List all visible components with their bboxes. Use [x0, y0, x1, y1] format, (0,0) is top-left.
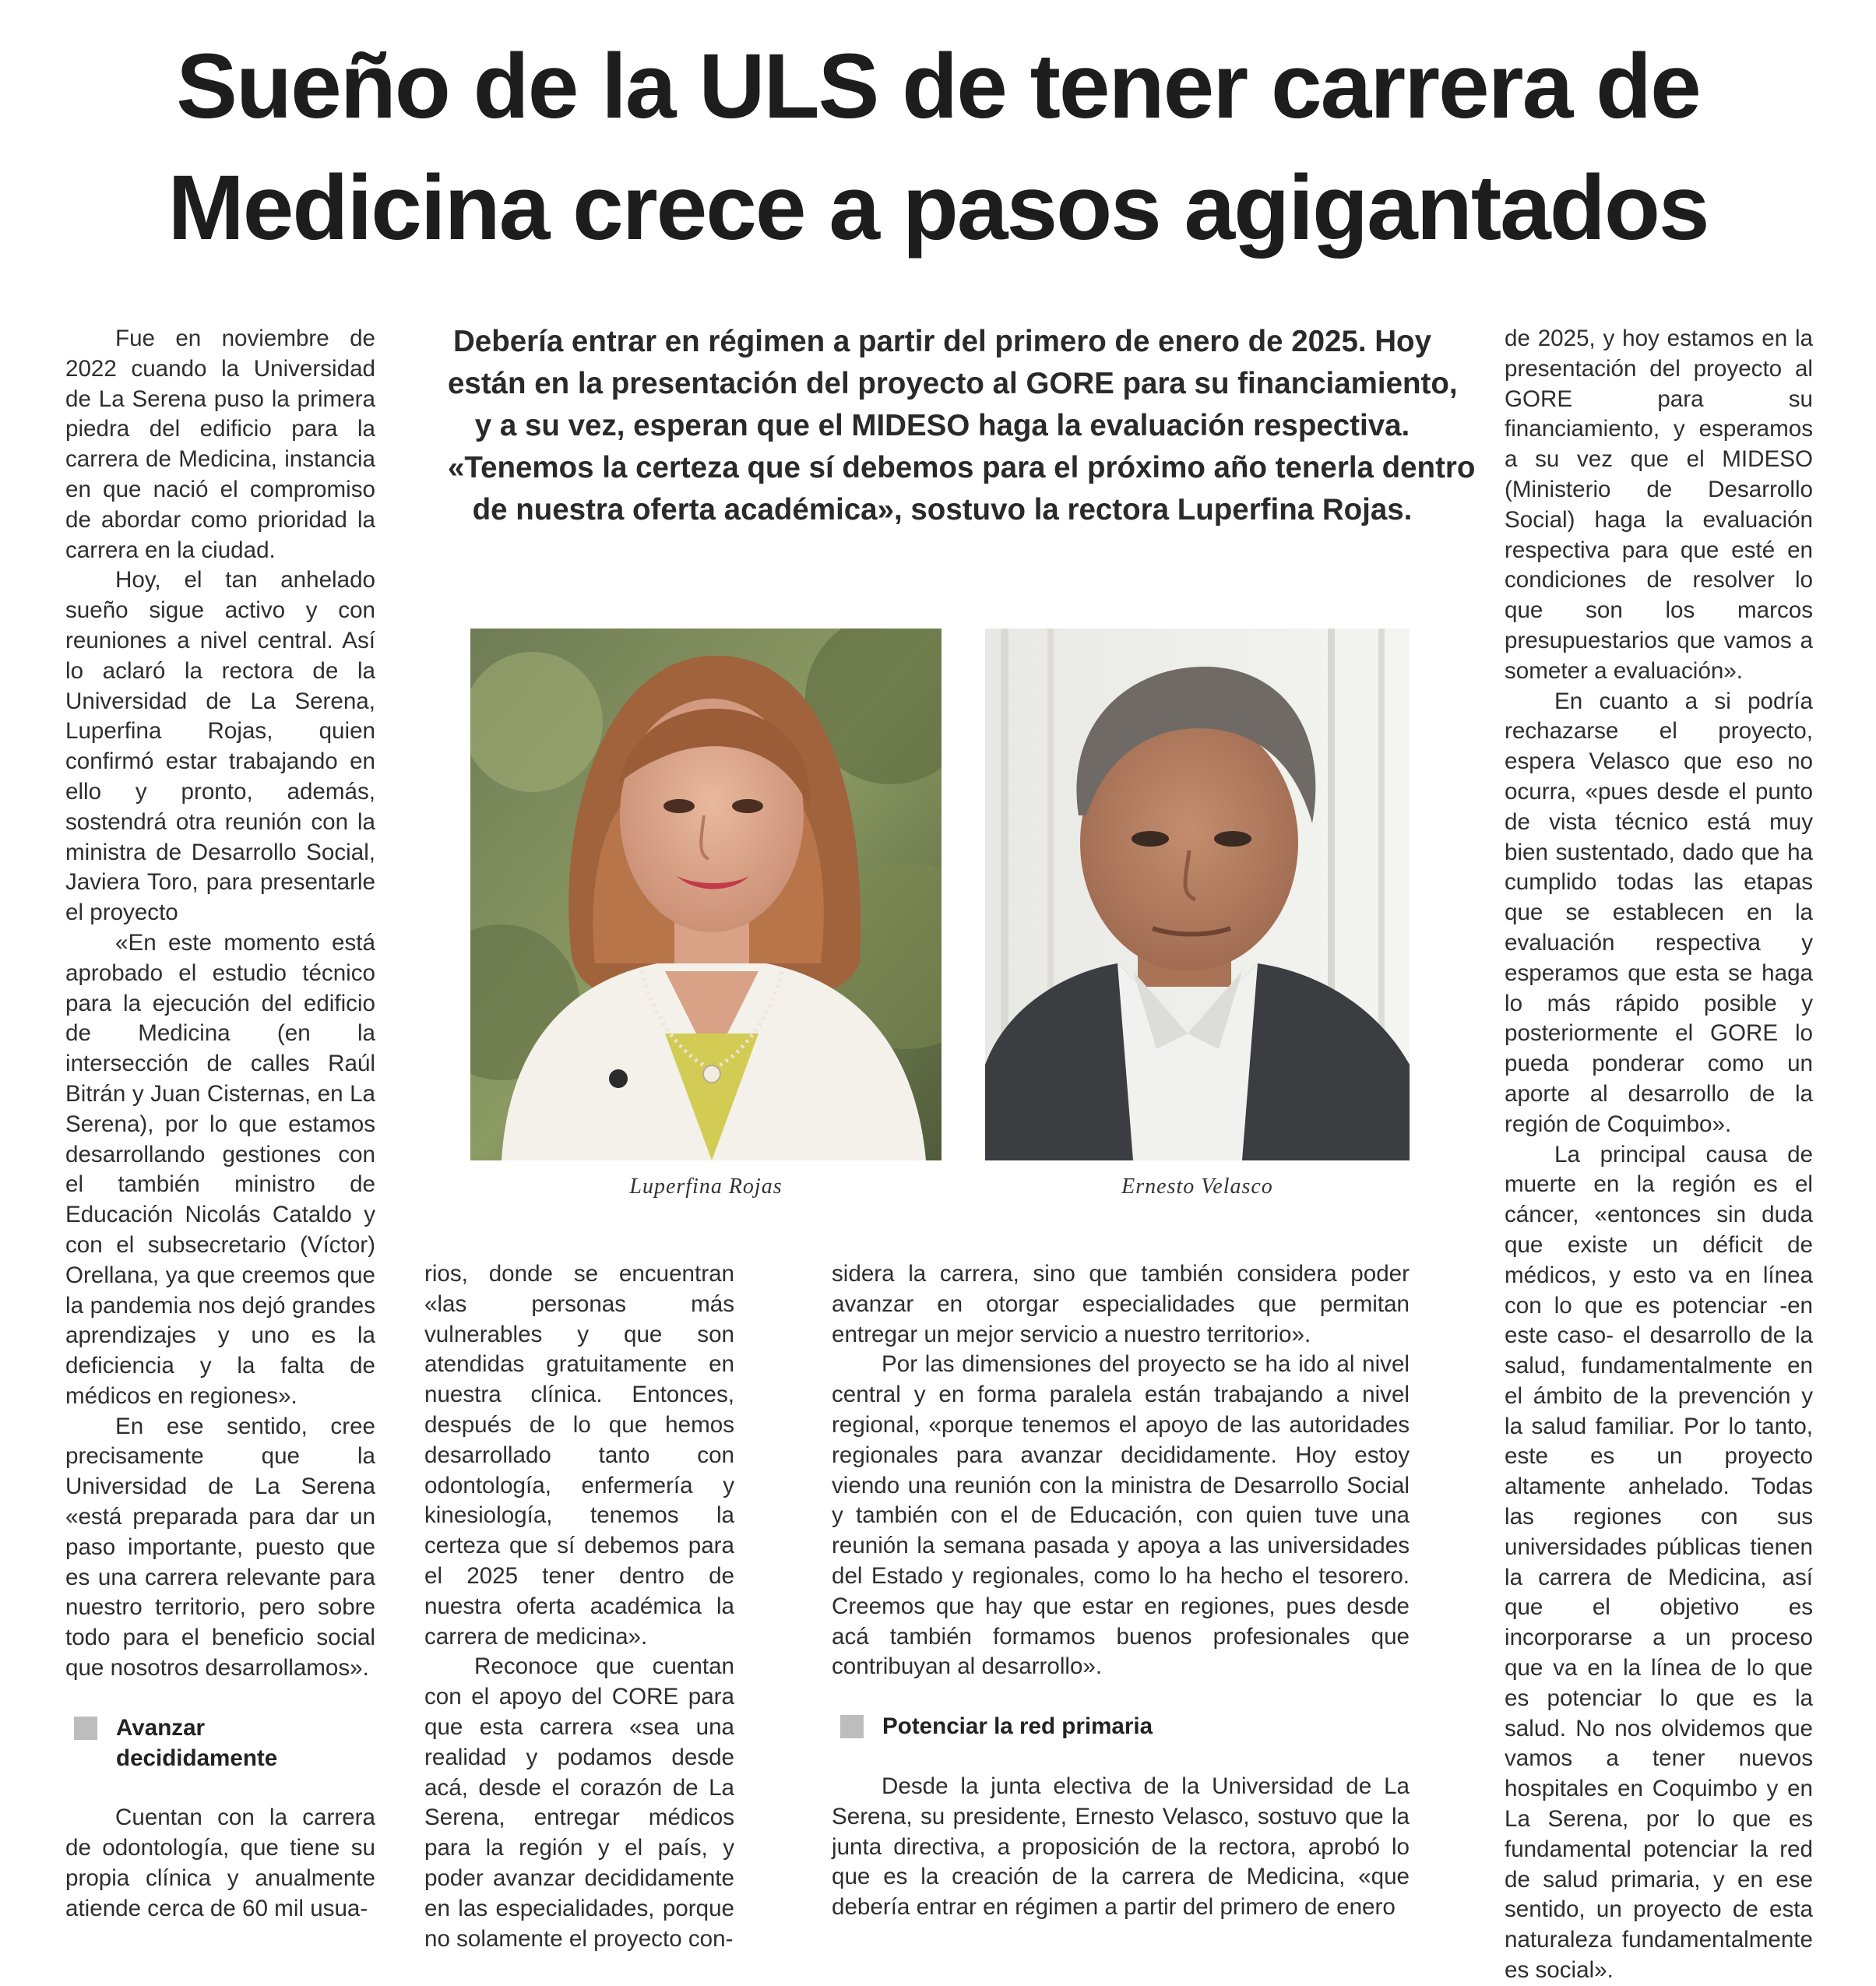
- headline-line-1: Sueño de la ULS de tener carrera de: [176, 35, 1700, 138]
- spacer: [832, 1682, 1410, 1712]
- article-deck: [448, 321, 1476, 531]
- paragraph: Fue en noviembre de 2022 cuando la Universidad de La Serena puso la primera piedra del edificio para la carrera de Medicina, instancia en que nació el compromiso de abordar como prioridad la carrera en la ciudad.: [65, 326, 375, 563]
- paragraph: Por las dimensiones del proyecto se ha ido al nivel central y en forma paralela están trabajando a nivel regional, «porque tenemos el apoyo de las autoridades regionales para avanzar decididamente. Hoy estoy viendo una reunión con la ministra de Desarrollo Social y también con el de Educación, con quien tuve una reunión la semana pasada y apoya a las universidades del Estado y regionales, como lo ha hecho el tesorero. Creemos que hay que estar en regiones, pues desde acá también formamos buenos profesionales que contribuyan al desarrollo».: [832, 1351, 1410, 1680]
- photo-caption: Ernesto Velasco: [1121, 1174, 1273, 1199]
- paragraph: La principal causa de muerte en la región es el cáncer, «entonces sin duda que existe un déficit de médicos, y esto va en línea con lo que es potenciar -en este caso- el desarrollo de la salud, fundamentalmente en el ámbito de la prevención y la salud familiar. Por lo tanto, este es un proyecto altamente anhelado. Todas las regiones con sus universidades públicas tienen la carrera de Medicina, así que el objetivo es incorporarse a un proceso que va en la línea de lo que es potenciar lo que es la salud. No nos olvidemos que vamos a tener nuevos hospitales en Coquimbo y en La Serena, por lo que es fundamental potenciar la red de salud primaria, y en ese sentido, un proyecto de esta naturaleza fundamentalmente es social».: [1505, 1141, 1813, 1984]
- spacer: [65, 1773, 375, 1803]
- paragraph: Desde la junta electiva de la Universidad de La Serena, su presidente, Ernesto Velasco, sostuvo que la junta directiva, a proposición de la rectora, aprobó lo que es la creación de la carrera de Medicina, «que debería entrar en régimen a partir del primero de enero: [832, 1773, 1410, 1921]
- subheading-square-icon: [840, 1715, 864, 1738]
- subheading-potenciar: [832, 1712, 1410, 1742]
- photo-ernesto-velasco: [985, 629, 1410, 1160]
- paragraph: Hoy, el tan anhelado sueño sigue activo y con reuniones a nivel central. Así lo aclaró la rectora de la Universidad de La Serena, Luperfina Rojas, quien confirmó estar trabajando en ello y pronto, además, sostendrá otra reunión con la ministra de Desarrollo Social, Javiera Toro, para presentarle el proyecto: [65, 567, 375, 926]
- subheading-line: Avanzar: [116, 1714, 206, 1741]
- article-column-3: [832, 1259, 1410, 1923]
- photo-caption: Luperfina Rojas: [629, 1174, 783, 1199]
- article-column-4: [1505, 324, 1813, 1986]
- portrait-man-image: [985, 629, 1410, 1160]
- paragraph: En ese sentido, cree precisamente que la Universidad de La Serena «está preparada para dar un paso importante, puesto que es una carrera relevante para nuestro territorio, pero sobre todo para el beneficio social que nosotros desarrollamos».: [65, 1413, 375, 1681]
- spacer: [65, 1684, 375, 1713]
- photo-luperfina-rojas: [470, 629, 942, 1160]
- deck-line: están en la presentación del proyecto al GORE para su financiamiento,: [448, 367, 1458, 400]
- subheading-avanzar: [65, 1713, 375, 1774]
- paragraph: sidera la carrera, sino que también considera poder avanzar en otorgar especialidades que permitan entregar un mejor servicio a nuestro territorio».: [832, 1261, 1410, 1347]
- subheading-line: Potenciar la red primaria: [882, 1713, 1153, 1740]
- spacer: [832, 1742, 1410, 1772]
- paragraph: «En este momento está aprobado el estudio técnico para la ejecución del edificio de Medicina (en la intersección de calles Raúl Bitrán y Juan Cisternas, en La Serena), por lo que estamos desarrollando gestiones con el también ministro de Educación Nicolás Cataldo y con el subsecretario (Víctor) Orellana, ya que creemos que la pandemia nos dejó grandes aprendizajes y uno es la deficiencia y la falta de médicos en regiones».: [65, 929, 375, 1409]
- deck-line: Debería entrar en régimen a partir del primero de enero de 2025. Hoy: [453, 325, 1431, 358]
- paragraph: Cuentan con la carrera de odontología, que tiene su propia clínica y anualmente atiende cerca de 60 mil usua-: [65, 1805, 375, 1921]
- portrait-woman-image: [470, 629, 942, 1160]
- subheading-line: decididamente: [116, 1745, 278, 1771]
- article-column-1: [65, 324, 375, 1924]
- paragraph: Reconoce que cuentan con el apoyo del CORE para que esta carrera «sea una realidad y podamos desde acá, desde el corazón de La Serena, entregar médicos para la región y el país, y poder avanzar decididamente en las especialidades, porque no solamente el proyecto con-: [424, 1653, 734, 1952]
- headline-line-2: Medicina crece a pasos agigantados: [167, 157, 1709, 259]
- deck-line: de nuestra oferta académica», sostuvo la rectora Luperfina Rojas.: [472, 493, 1413, 526]
- deck-line: y a su vez, esperan que el MIDESO haga la evaluación respectiva.: [474, 409, 1410, 442]
- paragraph: rios, donde se encuentran «las personas más vulnerables y que son atendidas gratuitamente en nuestra clínica. Entonces, después de lo que hemos desarrollado tanto con odontología, enfermería y kinesiología, tenemos la certeza que sí debemos para el 2025 tener dentro de nuestra oferta académica la carrera de medicina».: [424, 1261, 734, 1650]
- paragraph: de 2025, y hoy estamos en la presentación del proyecto al GORE para su financiamiento, y esperamos a su vez que el MIDESO (Ministerio de Desarrollo Social) haga la evaluación respectiva para que esté en condiciones de resolver lo que son los marcos presupuestarios que vamos a someter a evaluación».: [1505, 326, 1813, 684]
- article-column-2: [424, 1259, 734, 1954]
- subheading-square-icon: [74, 1717, 97, 1740]
- deck-line: «Tenemos la certeza que sí debemos para el próximo año tenerla dentro: [448, 451, 1476, 484]
- paragraph: En cuanto a si podría rechazarse el proyecto, espera Velasco que eso no ocurra, «pues desde el punto de vista técnico está muy bien sustentado, dado que ha cumplido todas las etapas que se establecen en la evaluación respectiva y esperamos que esta se haga lo más rápido posible y posteriormente el GORE lo pueda ponderar como un aporte al desarrollo de la región de Coquimbo».: [1505, 688, 1813, 1137]
